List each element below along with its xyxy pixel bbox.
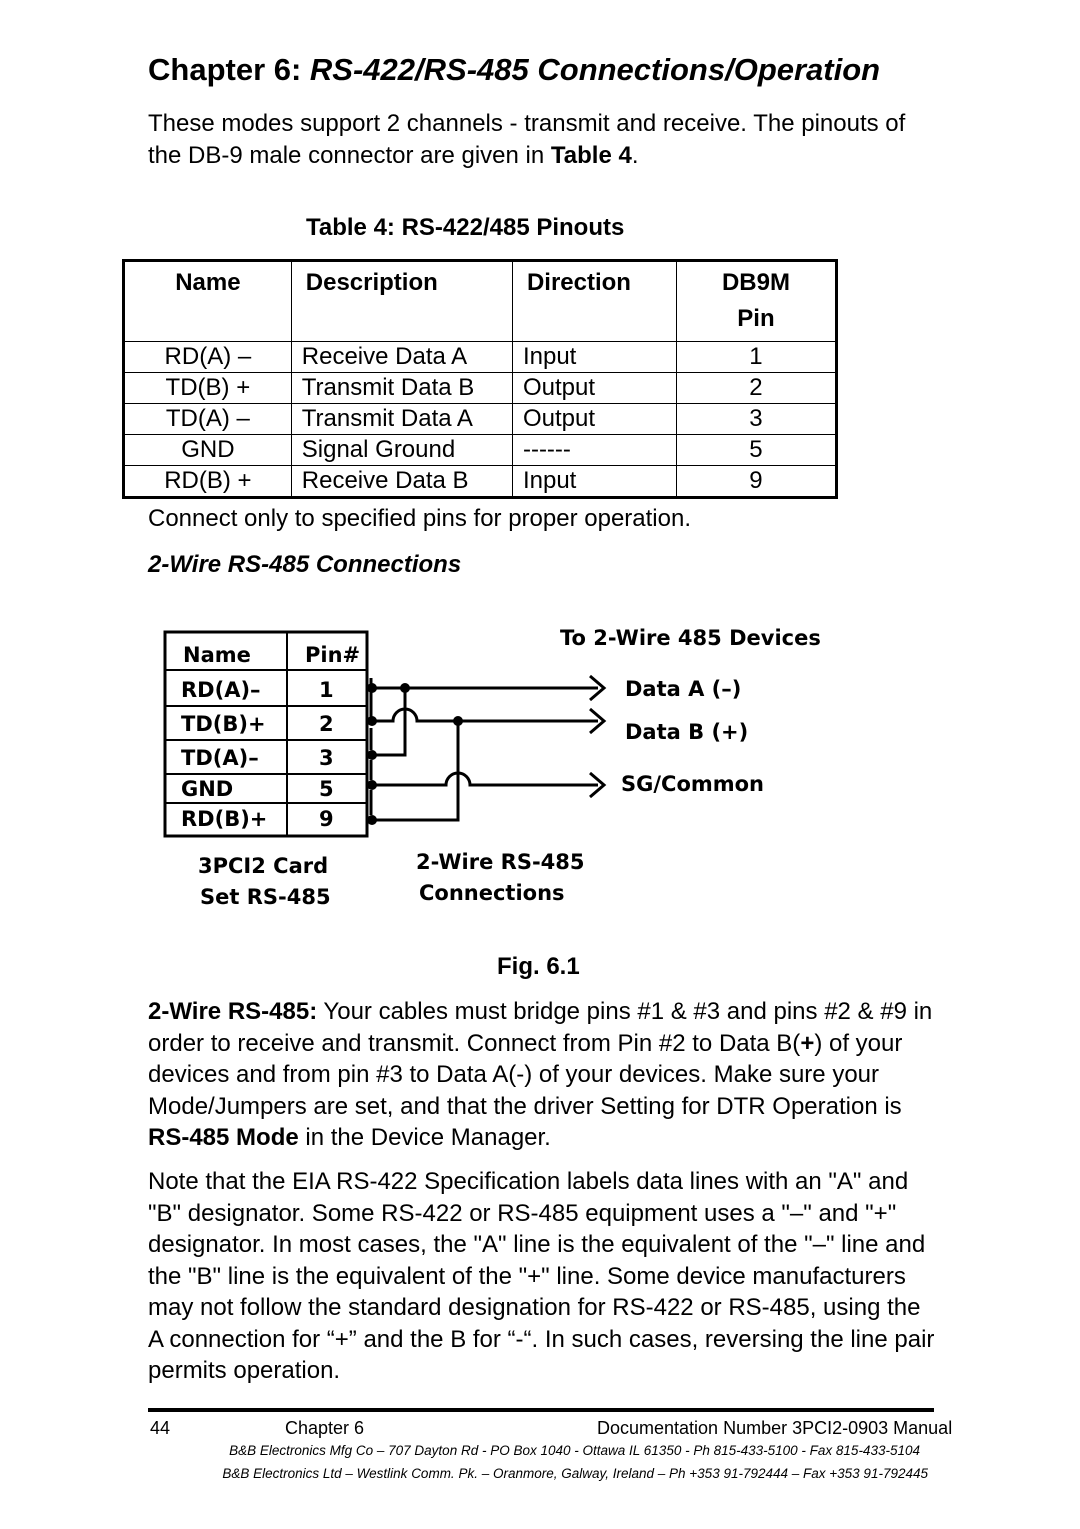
cell-description: Receive Data A (291, 342, 512, 373)
two-wire-text-2: ) of your devices and from pin #3 to Data A(-) of your devices. Make sure your Mode/Jumpers are set, and that the driver Setting for DTR Operation is (148, 1029, 903, 1120)
footer-address-us: B&B Electronics Mfg Co – 707 Dayton Rd - PO Box 1040 - Ottawa IL 61350 - Ph 815-433-5100 - Fax 815-433-5104 (229, 1443, 920, 1458)
cell-name: GND (124, 435, 292, 466)
intro-text: These modes support 2 channels - transmit and receive. The pinouts of the DB-9 male connector are given in (148, 110, 906, 169)
card-label-line2: Set RS-485 (200, 885, 331, 909)
cell-direction: Input (512, 466, 676, 498)
section-subheading: 2-Wire RS-485 Connections (148, 551, 462, 578)
diagram-row-name: GND (181, 777, 234, 801)
chapter-prefix: Chapter 6: (148, 52, 310, 87)
cell-description: Transmit Data A (291, 404, 512, 435)
footer-rule (148, 1408, 934, 1412)
chapter-title (148, 52, 880, 88)
output-label-data-a: Data A (–) (625, 677, 742, 701)
two-wire-text-1: Your cables must bridge pins #1 & #3 and pins #2 & #9 in order to receive and transmit. Connect from Pin #2 to Data B( (148, 998, 933, 1057)
cell-pin: 1 (676, 342, 836, 373)
table-row (124, 342, 837, 373)
table-row (124, 435, 837, 466)
cell-name: RD(B) + (124, 466, 292, 498)
pin9-bridge-wire (372, 721, 458, 820)
output-label-sg: SG/Common (621, 772, 765, 796)
diagram-row-pin: 1 (319, 678, 334, 702)
wiring-diagram (150, 610, 850, 920)
cell-description: Signal Ground (291, 435, 512, 466)
conn-label-line2: Connections (419, 881, 565, 905)
header-pin-line2: Pin (737, 305, 775, 332)
diagram-row-name: RD(B)+ (181, 807, 268, 831)
figure-label: Fig. 6.1 (497, 953, 580, 980)
two-wire-plus: + (800, 1029, 815, 1057)
intro-paragraph (148, 108, 938, 171)
chapter-name: RS-422/RS-485 Connections/Operation (309, 52, 881, 87)
table-caption: Table 4: RS-422/485 Pinouts (306, 214, 625, 241)
footer-doc-number: Documentation Number 3PCI2-0903 Manual (597, 1418, 953, 1438)
cell-pin: 9 (676, 466, 836, 498)
cell-description: Receive Data B (291, 466, 512, 498)
two-wire-text-3: in the Device Manager. (298, 1124, 551, 1151)
header-pin (676, 261, 836, 342)
two-wire-lead: 2-Wire (148, 998, 228, 1025)
diagram-header-name: Name (183, 643, 251, 667)
footer-address-ie: B&B Electronics Ltd – Westlink Comm. Pk. – Oranmore, Galway, Ireland – Ph +353 91-792444 – Fax +353 91-792445 (222, 1466, 928, 1481)
diagram-header-pin: Pin# (305, 643, 361, 667)
sg-wire (372, 773, 598, 785)
devices-title: To 2-Wire 485 Devices (560, 626, 821, 650)
intro-table-ref: Table 4 (550, 141, 632, 169)
two-wire-mode: RS-485 Mode (148, 1124, 299, 1151)
header-description: Description (291, 261, 512, 342)
output-label-data-b: Data B (+) (625, 720, 749, 744)
cell-direction: Output (512, 373, 676, 404)
diagram-row-name: TD(A)– (181, 746, 259, 770)
cell-direction: Output (512, 404, 676, 435)
footer-chapter: Chapter 6 (285, 1418, 365, 1438)
cell-name: RD(A) – (124, 342, 292, 373)
table-row (124, 404, 837, 435)
diagram-row-pin: 2 (319, 712, 334, 736)
cell-pin: 5 (676, 435, 836, 466)
diagram-row-name: RD(A)– (181, 678, 261, 702)
footer-page-number: 44 (150, 1418, 171, 1438)
cell-description: Transmit Data B (291, 373, 512, 404)
cell-pin: 2 (676, 373, 836, 404)
designation-note-paragraph: Note that the EIA RS-422 Specification labels data lines with an "A" and "B" designator. Some RS-422 or RS-485 equipment uses a "–" and "+" designator. In most cases, the "A" line is the equivalent of the "–" line and the "B" line is the equivalent of the "+" line. Some device manufacturers may not follow the standard designation for RS-422 or RS-485, using the A connection for “+” and the B for “-“. In such cases, reversing the line pair permits operation. (148, 1168, 935, 1384)
two-wire-lead-bold: RS-485: (227, 998, 318, 1025)
intro-end: . (631, 141, 639, 169)
cell-direction: Input (512, 342, 676, 373)
diagram-row-pin: 5 (319, 777, 334, 801)
conn-label-line1: 2-Wire RS-485 (416, 850, 585, 874)
two-wire-paragraph (148, 996, 938, 1154)
cell-direction: ------ (512, 435, 676, 466)
diagram-row-pin: 3 (319, 746, 334, 770)
table-header-row (124, 261, 837, 342)
cell-name: TD(B) + (124, 373, 292, 404)
table-row (124, 373, 837, 404)
diagram-row-name: TD(B)+ (181, 712, 266, 736)
header-direction: Direction (512, 261, 676, 342)
cell-pin: 3 (676, 404, 836, 435)
header-name: Name (124, 261, 292, 342)
card-label-line1: 3PCI2 Card (198, 854, 329, 878)
header-pin-line1: DB9M (721, 269, 790, 296)
diagram-row-pin: 9 (319, 807, 334, 831)
pinouts-table (122, 259, 838, 499)
cell-name: TD(A) – (124, 404, 292, 435)
table-note: Connect only to specified pins for proper operation. (148, 505, 691, 532)
table-row (124, 466, 837, 498)
